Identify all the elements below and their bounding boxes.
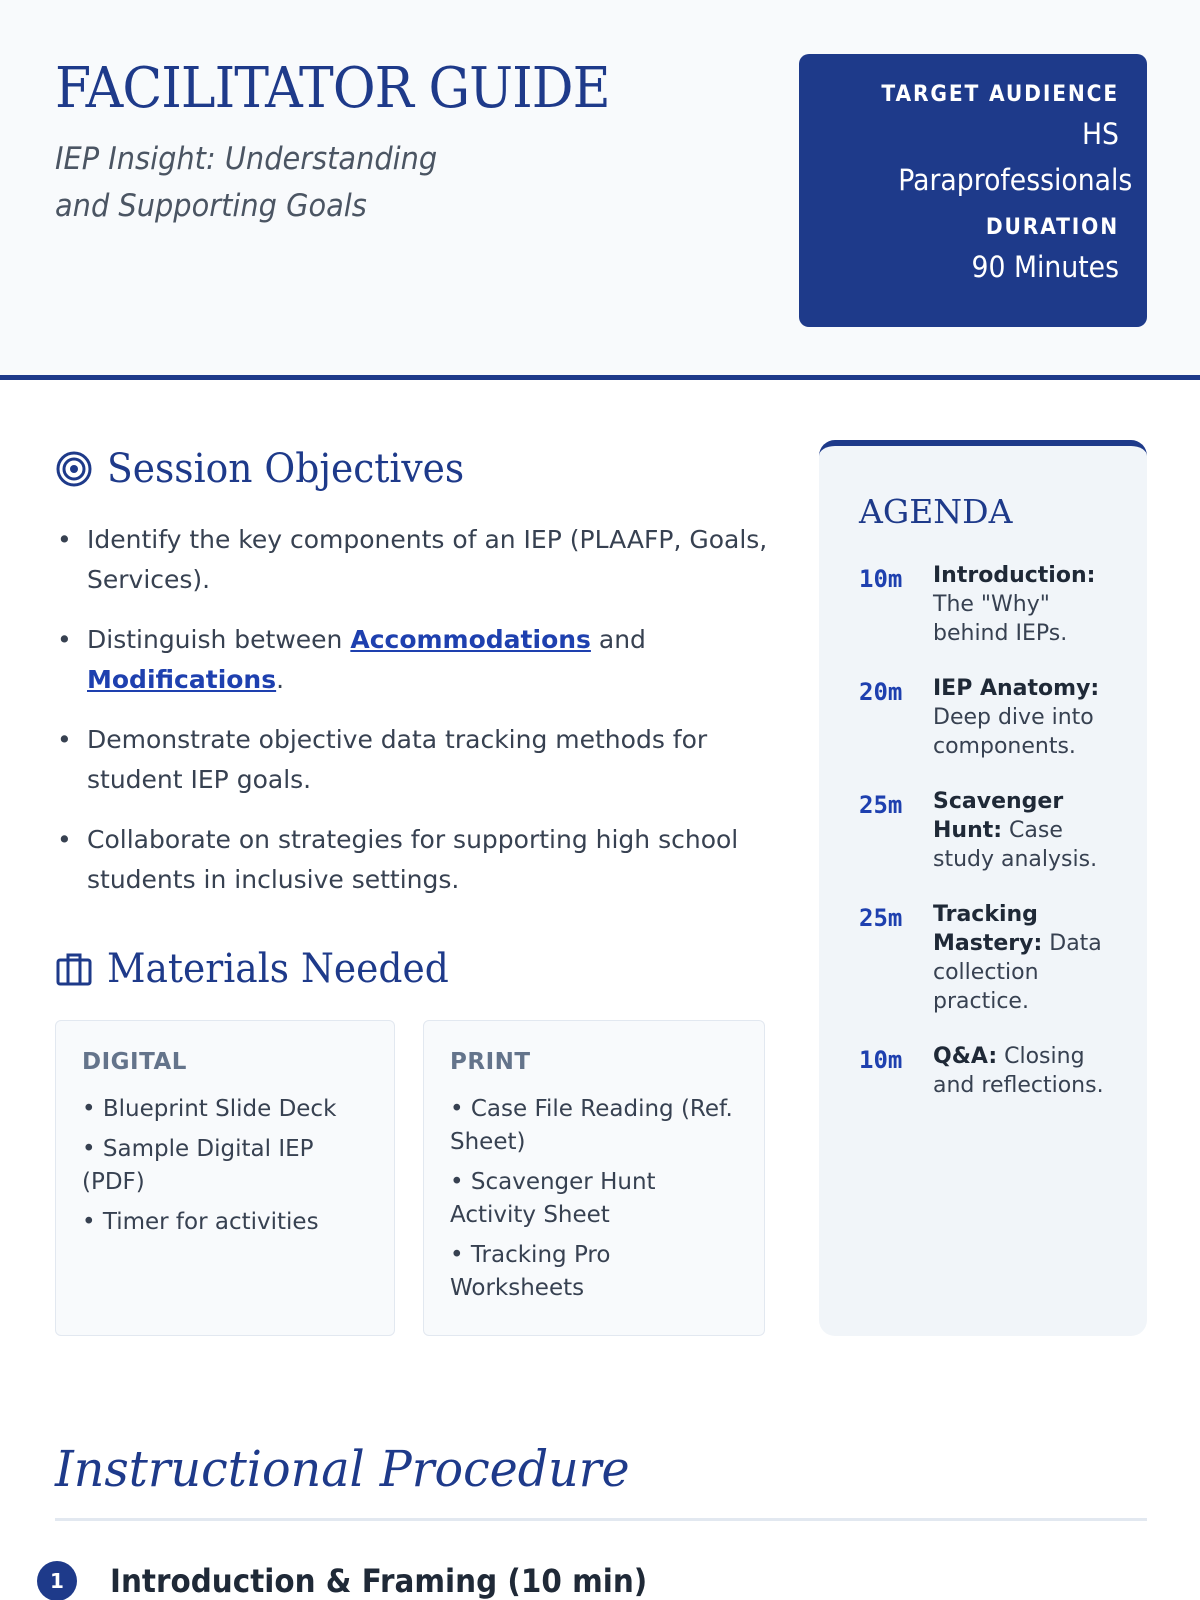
- audience-value: HS Paraprofessionals: [898, 117, 1133, 197]
- session-meta-box: [799, 54, 1147, 327]
- modifications-link[interactable]: Modifications: [87, 665, 277, 694]
- agenda-description: Tracking Mastery: Data collection practice.: [933, 902, 1102, 1014]
- objectives-heading: [55, 446, 487, 492]
- objective-item: • Collaborate on strategies for supporting high school students in inclusive settings.: [55, 820, 775, 900]
- agenda-time: 25m: [859, 904, 903, 932]
- agenda-item: [859, 1042, 1117, 1100]
- agenda-time: 10m: [859, 1046, 903, 1074]
- material-item: • Case File Reading (Ref. Sheet): [450, 1096, 733, 1155]
- accommodations-link[interactable]: Accommodations: [350, 625, 591, 654]
- digital-label: DIGITAL: [82, 1049, 187, 1075]
- digital-materials-card: [55, 1020, 395, 1336]
- objective-text: and: [590, 625, 646, 654]
- agenda-time: 10m: [859, 565, 903, 593]
- objective-text: .: [276, 665, 285, 694]
- agenda-item: [859, 561, 1117, 648]
- agenda-time: 25m: [859, 791, 903, 819]
- agenda-item: [859, 787, 1117, 874]
- print-label: PRINT: [450, 1049, 531, 1075]
- briefcase-icon: [55, 950, 93, 988]
- objectives-title: Session Objectives: [107, 446, 465, 492]
- material-item: • Sample Digital IEP (PDF): [82, 1136, 314, 1195]
- agenda-panel: [819, 440, 1147, 1336]
- step-number-badge: 1: [37, 1561, 77, 1600]
- agenda-item: [859, 900, 1117, 1016]
- agenda-time: 20m: [859, 678, 903, 706]
- target-icon: [55, 450, 93, 488]
- agenda-description: IEP Anatomy: Deep dive into components.: [933, 676, 1100, 759]
- materials-heading: [55, 946, 471, 992]
- page-title: FACILITATOR GUIDE: [55, 56, 610, 121]
- agenda-description: Scavenger Hunt: Case study analysis.: [933, 789, 1098, 872]
- page-subtitle: IEP Insight: Understanding and Supporting Goals: [55, 141, 438, 224]
- material-item: • Scavenger Hunt Activity Sheet: [450, 1169, 656, 1228]
- objective-item: • Identify the key components of an IEP (PLAAFP, Goals, Services).: [55, 520, 775, 600]
- duration-value: 90 Minutes: [971, 250, 1119, 284]
- page-header: [0, 0, 1200, 380]
- procedure-divider: [55, 1518, 1147, 1521]
- agenda-description: Introduction: The "Why" behind IEPs.: [933, 563, 1096, 646]
- audience-label: TARGET AUDIENCE: [881, 82, 1119, 107]
- agenda-title: AGENDA: [859, 492, 1013, 531]
- objective-text: Distinguish between: [87, 625, 351, 654]
- materials-title: Materials Needed: [107, 946, 449, 992]
- material-item: • Tracking Pro Worksheets: [450, 1242, 611, 1301]
- agenda-description: Q&A: Closing and reflections.: [933, 1044, 1104, 1098]
- objectives-list: [55, 520, 775, 920]
- agenda-item: [859, 674, 1117, 761]
- material-item: • Blueprint Slide Deck: [82, 1096, 337, 1122]
- material-item: • Timer for activities: [82, 1209, 319, 1235]
- procedure-title: Instructional Procedure: [55, 1440, 630, 1498]
- print-materials-card: [423, 1020, 765, 1336]
- duration-label: DURATION: [985, 215, 1119, 240]
- objective-item: • Demonstrate objective data tracking methods for student IEP goals.: [55, 720, 775, 800]
- objective-item: [55, 620, 775, 700]
- step-title: Introduction & Framing (10 min): [110, 1562, 648, 1600]
